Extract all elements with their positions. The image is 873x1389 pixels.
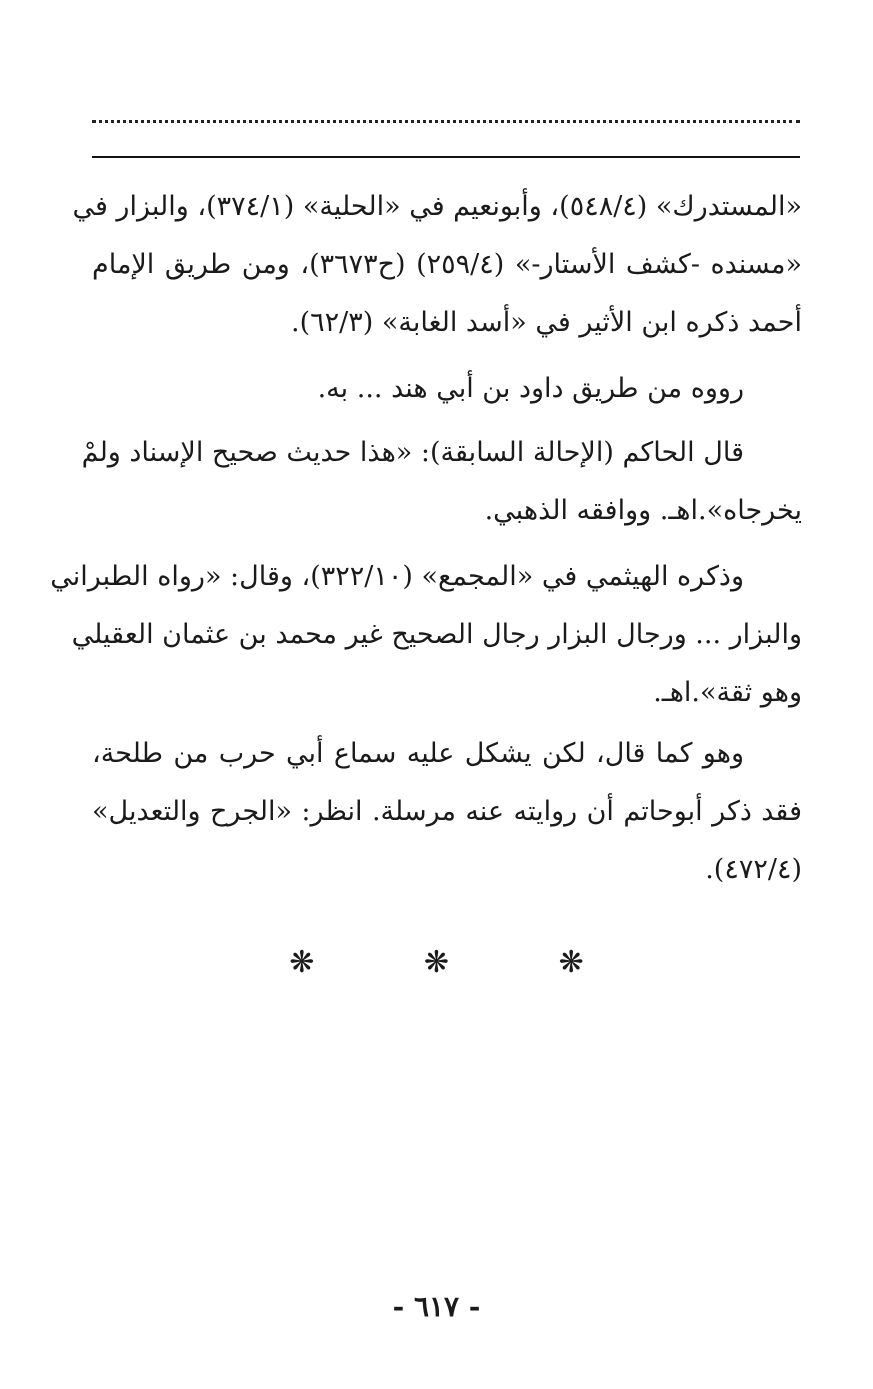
text-line: (٤٧٢/٤). — [705, 854, 802, 885]
footnote-paragraph-5 — [92, 725, 802, 899]
text-line: قال الحاكم (الإحالة السابقة): «هذا حديث صحيح الإسناد ولمْ — [81, 437, 744, 468]
page-number: - ٦١٧ - — [392, 1290, 481, 1323]
text-line: وهو ثقة».اهـ. — [653, 677, 802, 708]
text-line: «المستدرك» (٥٤٨/٤)، وأبونعيم في «الحلية» (٣٧٤/١)، والبزار في — [72, 191, 802, 222]
section-separator-stars: ❋ ❋ ❋ — [289, 945, 634, 980]
footnote-paragraph-2 — [92, 360, 802, 418]
footnote-paragraph-3 — [81, 424, 802, 540]
text-line: أحمد ذكره ابن الأثير في «أسد الغابة» (٦٢/٣). — [291, 307, 802, 338]
dotted-separator — [92, 120, 800, 123]
text-line: يخرجاه».اهـ. ووافقه الذهبي. — [484, 495, 802, 526]
text-line: رووه من طريق داود بن أبي هند ... به. — [317, 373, 744, 404]
text-line: فقد ذكر أبوحاتم أن روايته عنه مرسلة. انظر: «الجرح والتعديل» — [92, 796, 802, 827]
footnote-paragraph-4 — [50, 548, 802, 722]
footnote-rule — [92, 156, 800, 158]
footnote-paragraph-1 — [72, 178, 802, 352]
text-line: وهو كما قال، لكن يشكل عليه سماع أبي حرب من طلحة، — [92, 738, 744, 769]
text-line: والبزار ... ورجال البزار رجال الصحيح غير محمد بن عثمان العقيلي — [71, 619, 802, 650]
text-line: «مسنده -كشف الأستار-» (٢٥٩/٤) (ح٣٦٧٣)، ومن طريق الإمام — [92, 249, 802, 280]
text-line: وذكره الهيثمي في «المجمع» (٣٢٢/١٠)، وقال: «رواه الطبراني — [50, 561, 744, 592]
